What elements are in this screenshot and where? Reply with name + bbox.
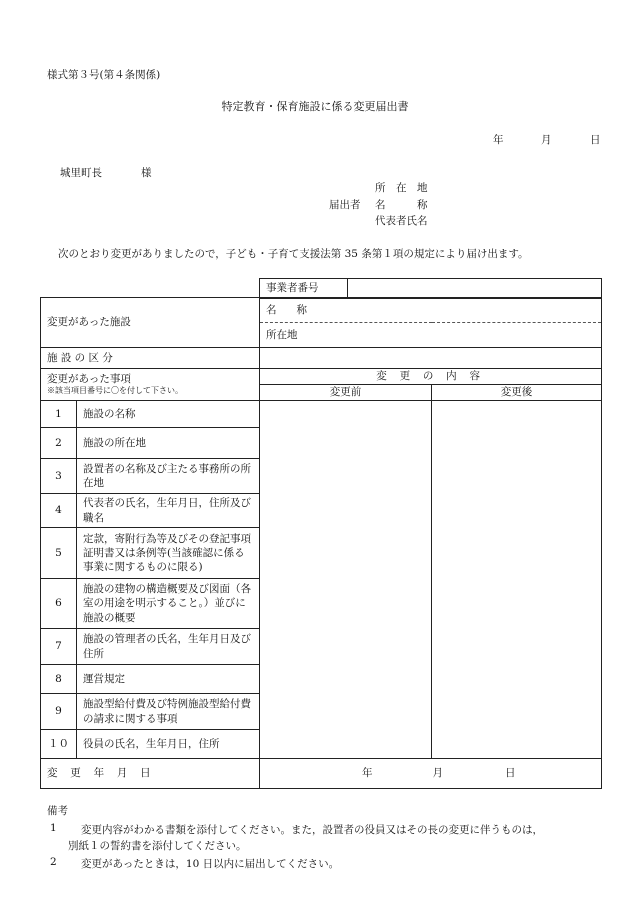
changed-items-note: ※該当項目番号に〇を付して下さい。 — [47, 386, 183, 396]
item-text: 代表者の氏名，生年月日，住所及び職名 — [77, 494, 260, 528]
change-date-field[interactable] — [260, 759, 602, 789]
change-date-year: 年 — [362, 767, 373, 780]
item-number[interactable]: 1 — [41, 401, 77, 428]
item-text: 設置者の名称及び主たる事務所の所在地 — [77, 459, 260, 494]
item-text: 施設の管理者の氏名，生年月日及び住所 — [77, 629, 260, 665]
facility-category-label: 施 設 の 区 分 — [41, 348, 260, 369]
business-number-label: 事業者番号 — [260, 279, 348, 299]
item-number[interactable]: 7 — [41, 629, 77, 665]
item-number[interactable]: 5 — [41, 528, 77, 579]
changed-items-header — [41, 369, 260, 401]
remark-number: 2 — [50, 856, 57, 868]
item-text: 施設の建物の構造概要及び図面（各室の用途を明示すること。）並びに施設の概要 — [77, 579, 260, 629]
remark-number: 1 — [50, 822, 57, 834]
changed-items-label: 変更があった事項 — [47, 373, 131, 386]
addressee-suffix: 様 — [141, 167, 152, 179]
business-number-field[interactable] — [348, 279, 602, 299]
change-content-label: 変 更 の 内 容 — [260, 369, 602, 385]
facility-name-label: 名 称 — [266, 303, 312, 316]
facility-name-field[interactable] — [260, 298, 602, 323]
item-number[interactable]: 4 — [41, 494, 77, 528]
after-label: 変更後 — [432, 385, 602, 401]
applicant-label: 届出者 — [329, 199, 361, 211]
date-year-label: 年 — [493, 134, 504, 146]
item-text: 施設の名称 — [77, 401, 260, 428]
facility-label: 変更があった施設 — [41, 298, 260, 348]
remark-text: 変更があったときは，10 日以内に届出してください。 — [81, 858, 340, 870]
facility-address-field[interactable] — [260, 323, 602, 348]
form-number-label: 様式第３号(第４条関係) — [47, 69, 161, 81]
facility-address-label: 所在地 — [266, 328, 298, 341]
remark-text-continued: 別紙１の誓約書を添付してください。 — [68, 840, 247, 852]
change-form-table — [40, 297, 602, 789]
date-month-label: 月 — [541, 134, 552, 146]
facility-category-field[interactable] — [260, 348, 602, 369]
date-day-label: 日 — [590, 134, 601, 146]
item-number[interactable]: 2 — [41, 428, 77, 459]
item-number[interactable]: 9 — [41, 694, 77, 730]
addressee: 城里町長 — [60, 167, 102, 179]
before-label: 変更前 — [260, 385, 432, 401]
before-content-field[interactable] — [260, 401, 432, 759]
business-number-table — [259, 278, 602, 299]
change-date-label: 変 更 年 月 日 — [41, 759, 260, 789]
remarks-title: 備考 — [47, 805, 68, 817]
intro-statement: 次のとおり変更がありましたので，子ども・子育て支援法第 35 条第１項の規定により届け出ます。 — [58, 248, 529, 260]
item-text: 役員の氏名，生年月日，住所 — [77, 730, 260, 759]
item-number[interactable]: １０ — [41, 730, 77, 759]
change-date-month: 月 — [432, 767, 443, 780]
change-date-day: 日 — [505, 767, 516, 780]
item-number[interactable]: 8 — [41, 665, 77, 694]
applicant-name-label: 名 称 — [375, 199, 428, 211]
item-text: 定款，寄附行為等及びその登記事項証明書又は条例等(当該確認に係る事業に関するものに限る) — [77, 528, 260, 579]
item-number[interactable]: 3 — [41, 459, 77, 494]
item-text: 施設型給付費及び特例施設型給付費の請求に関する事項 — [77, 694, 260, 730]
item-text: 施設の所在地 — [77, 428, 260, 459]
after-content-field[interactable] — [432, 401, 602, 759]
applicant-address-label: 所 在 地 — [375, 182, 428, 194]
remark-text: 変更内容がわかる書類を添付してください。また，設置者の役員又はその長の変更に伴うものは， — [81, 824, 543, 836]
applicant-representative-label: 代表者氏名 — [375, 215, 428, 227]
document-title: 特定教育・保育施設に係る変更届出書 — [221, 100, 409, 113]
item-text: 運営規定 — [77, 665, 260, 694]
item-number[interactable]: 6 — [41, 579, 77, 629]
